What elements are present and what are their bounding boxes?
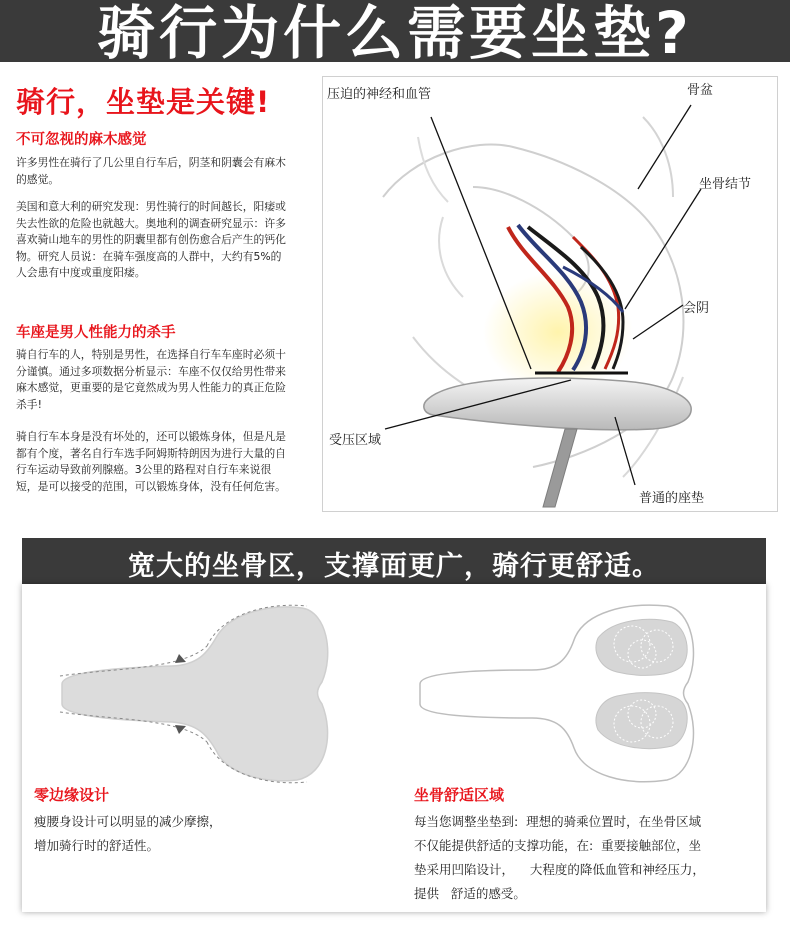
sit-bone-zone-upper bbox=[596, 619, 687, 675]
section1-paragraph1: 许多男性在骑行了几公里自行车后，阴茎和阴囊会有麻木的感觉。 bbox=[16, 156, 286, 186]
label-nerves-vessels: 压迫的神经和血管 bbox=[327, 87, 432, 102]
label-pelvis: 骨盆 bbox=[687, 83, 714, 98]
mid-banner bbox=[22, 538, 766, 584]
sit-bone-zone-lower bbox=[596, 693, 687, 749]
anatomy-illustration bbox=[323, 77, 777, 511]
slim-saddle-illustration bbox=[22, 584, 382, 784]
feature-left-title: 零边缘设计 bbox=[34, 786, 110, 804]
arrow-icon bbox=[175, 725, 186, 734]
top-banner-title: 骑行为什么需要坐垫? bbox=[97, 0, 693, 62]
feature-right-text-4: 提供 舒适的感受。 bbox=[414, 886, 526, 901]
top-banner bbox=[0, 0, 790, 62]
arrow-icon bbox=[175, 654, 186, 663]
feature-right-title: 坐骨舒适区域 bbox=[414, 786, 505, 804]
mid-banner-title: 宽大的坐骨区，支撑面更广，骑行更舒适。 bbox=[128, 551, 660, 582]
feature-right-text-3: 垫采用凹陷设计， 大程度的降低血管和神经压力， bbox=[414, 862, 705, 877]
feature-left-text-2: 增加骑行时的舒适性。 bbox=[34, 838, 160, 853]
label-sit-bone: 坐骨结节 bbox=[699, 177, 752, 192]
feature-right-text-2: 不仅能提供舒适的支撑功能，在: 重要接触部位，坐 bbox=[414, 838, 702, 853]
label-perineum: 会阴 bbox=[683, 301, 710, 316]
anatomy-diagram bbox=[322, 76, 778, 512]
sit-bone-saddle-illustration bbox=[402, 584, 766, 784]
saddle-shape-left bbox=[62, 607, 328, 781]
label-ordinary-saddle: 普通的座垫 bbox=[639, 491, 705, 506]
feature-left-text-1: 瘦腰身设计可以明显的减少摩擦， bbox=[34, 814, 222, 829]
section2-paragraph1: 骑自行车的人，特别是男性，在选择自行车车座时必须十分谨慎。通过多项数据分析显示：车座不仅仅给男性带来麻木感觉，更重要的是它竟然成为男人性能力的真正危险杀手! bbox=[16, 348, 286, 411]
section1-paragraph2: 美国和意大利的研究发现：男性骑行的时间越长，阳痿或失去性欲的危险也就越大。奥地利的调查研究显示：许多喜欢骑山地车的男性的阴囊里都有创伤愈合后产生的钙化物。研究人员说：在骑车强度高的人群中，大约有5%的人会患有中度或重度阳痿。 bbox=[16, 200, 286, 280]
feature-right-text-1: 每当您调整坐垫到: 理想的骑乘位置时，在坐骨区域 bbox=[414, 814, 702, 829]
label-pressure-area: 受压区域 bbox=[329, 433, 382, 448]
features-panel bbox=[22, 584, 766, 912]
section2-paragraph2: 骑自行车本身是没有坏处的，还可以锻炼身体，但是凡是都有个度，著名自行车选手阿姆斯特朗因为进行大量的自行车运动导致前列腺癌。3公里的路程对自行车来说很短，是可以接受的范围，可以锻炼身体，没有任何危害。 bbox=[16, 430, 286, 493]
intro-heading: 骑行，坐垫是关键! bbox=[16, 85, 271, 119]
section1-title: 不可忽视的麻木感觉 bbox=[16, 132, 147, 148]
section2-title: 车座是男人性能力的杀手 bbox=[16, 325, 176, 341]
